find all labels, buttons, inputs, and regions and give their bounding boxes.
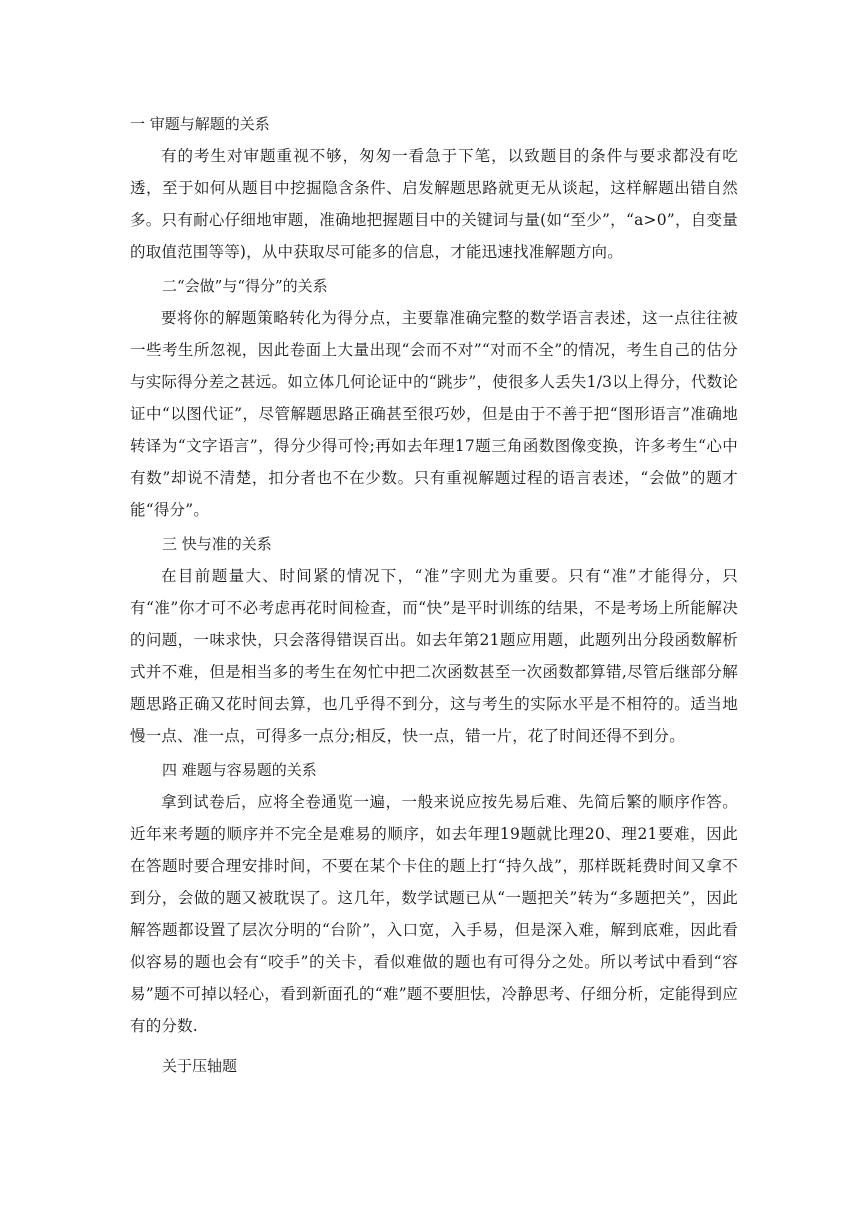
document-body bbox=[130, 108, 738, 1082]
section-4-paragraph: 拿到试卷后，应将全卷通览一遍，一般来说应按先易后难、先简后繁的顺序作答。近年来考题的顺序并不完全是难易的顺序，如去年理19题就比理20、理21要难，因此在答题时要合理安排时间，不要在某个卡住的题上打“持久战”，那样既耗费时间又拿不到分，会做的题又被耽误了。这几年，数学试题已从“一题把关”转为“多题把关”，因此解答题都设置了层次分明的“台阶”，入口宽，入手易，但是深入难，解到底难，因此看似容易的题也会有“咬手”的关卡，看似难做的题也有可得分之处。所以考试中看到“容易”题不可掉以轻心，看到新面孔的“难”题不要胆怯，冷静思考、仔细分析，定能得到应有的分数. bbox=[130, 793, 739, 1035]
section-1-paragraph: 有的考生对审题重视不够，匆匆一看急于下笔，以致题目的条件与要求都没有吃透，至于如何从题目中挖掘隐含条件、启发解题思路就更无从谈起，这样解题出错自然多。只有耐心仔细地审题，准确地把握题目中的关键词与量(如“至少”，“a>0”，自变量的取值范围等等)，从中获取尽可能多的信息，才能迅速找准解题方向。 bbox=[130, 147, 738, 261]
section-2-paragraph: 要将你的解题策略转化为得分点，主要靠准确完整的数学语言表述，这一点往往被一些考生所忽视，因此卷面上大量出现“会而不对”“对而不全”的情况，考生自己的估分与实际得分差之甚远。如立体几何论证中的“跳步”，使很多人丢失1/3以上得分，代数论证中“以图代证”，尽管解题思路正确甚至很巧妙，但是由于不善于把“图形语言”准确地转译为“文字语言”，得分少得可怜;再如去年理17题三角函数图像变换，许多考生“心中有数”却说不清楚，扣分者也不在少数。只有重视解题过程的语言表述，“会做”的题才能“得分”。 bbox=[130, 309, 738, 519]
section-3-paragraph: 在目前题量大、时间紧的情况下，“准”字则尤为重要。只有“准”才能得分，只有“准”你才可不必考虑再花时间检查，而“快”是平时训练的结果，不是考场上所能解决的问题，一味求快，只会落得错误百出。如去年第21题应用题，此题列出分段函数解析式并不难，但是相当多的考生在匆忙中把二次函数甚至一次函数都算错,尽管后继部分解题思路正确又花时间去算，也几乎得不到分，这与考生的实际水平是不相符的。适当地慢一点、准一点，可得多一点分;相反，快一点，错一片，花了时间还得不到分。 bbox=[130, 567, 738, 745]
section-1-heading: 一 审题与解题的关系 bbox=[130, 115, 270, 133]
section-3-heading: 三 快与准的关系 bbox=[162, 535, 272, 553]
section-4-heading: 四 难题与容易题的关系 bbox=[162, 761, 317, 779]
closing-heading: 关于压轴题 bbox=[162, 1057, 238, 1075]
section-2-heading: 二“会做”与“得分”的关系 bbox=[162, 277, 328, 295]
